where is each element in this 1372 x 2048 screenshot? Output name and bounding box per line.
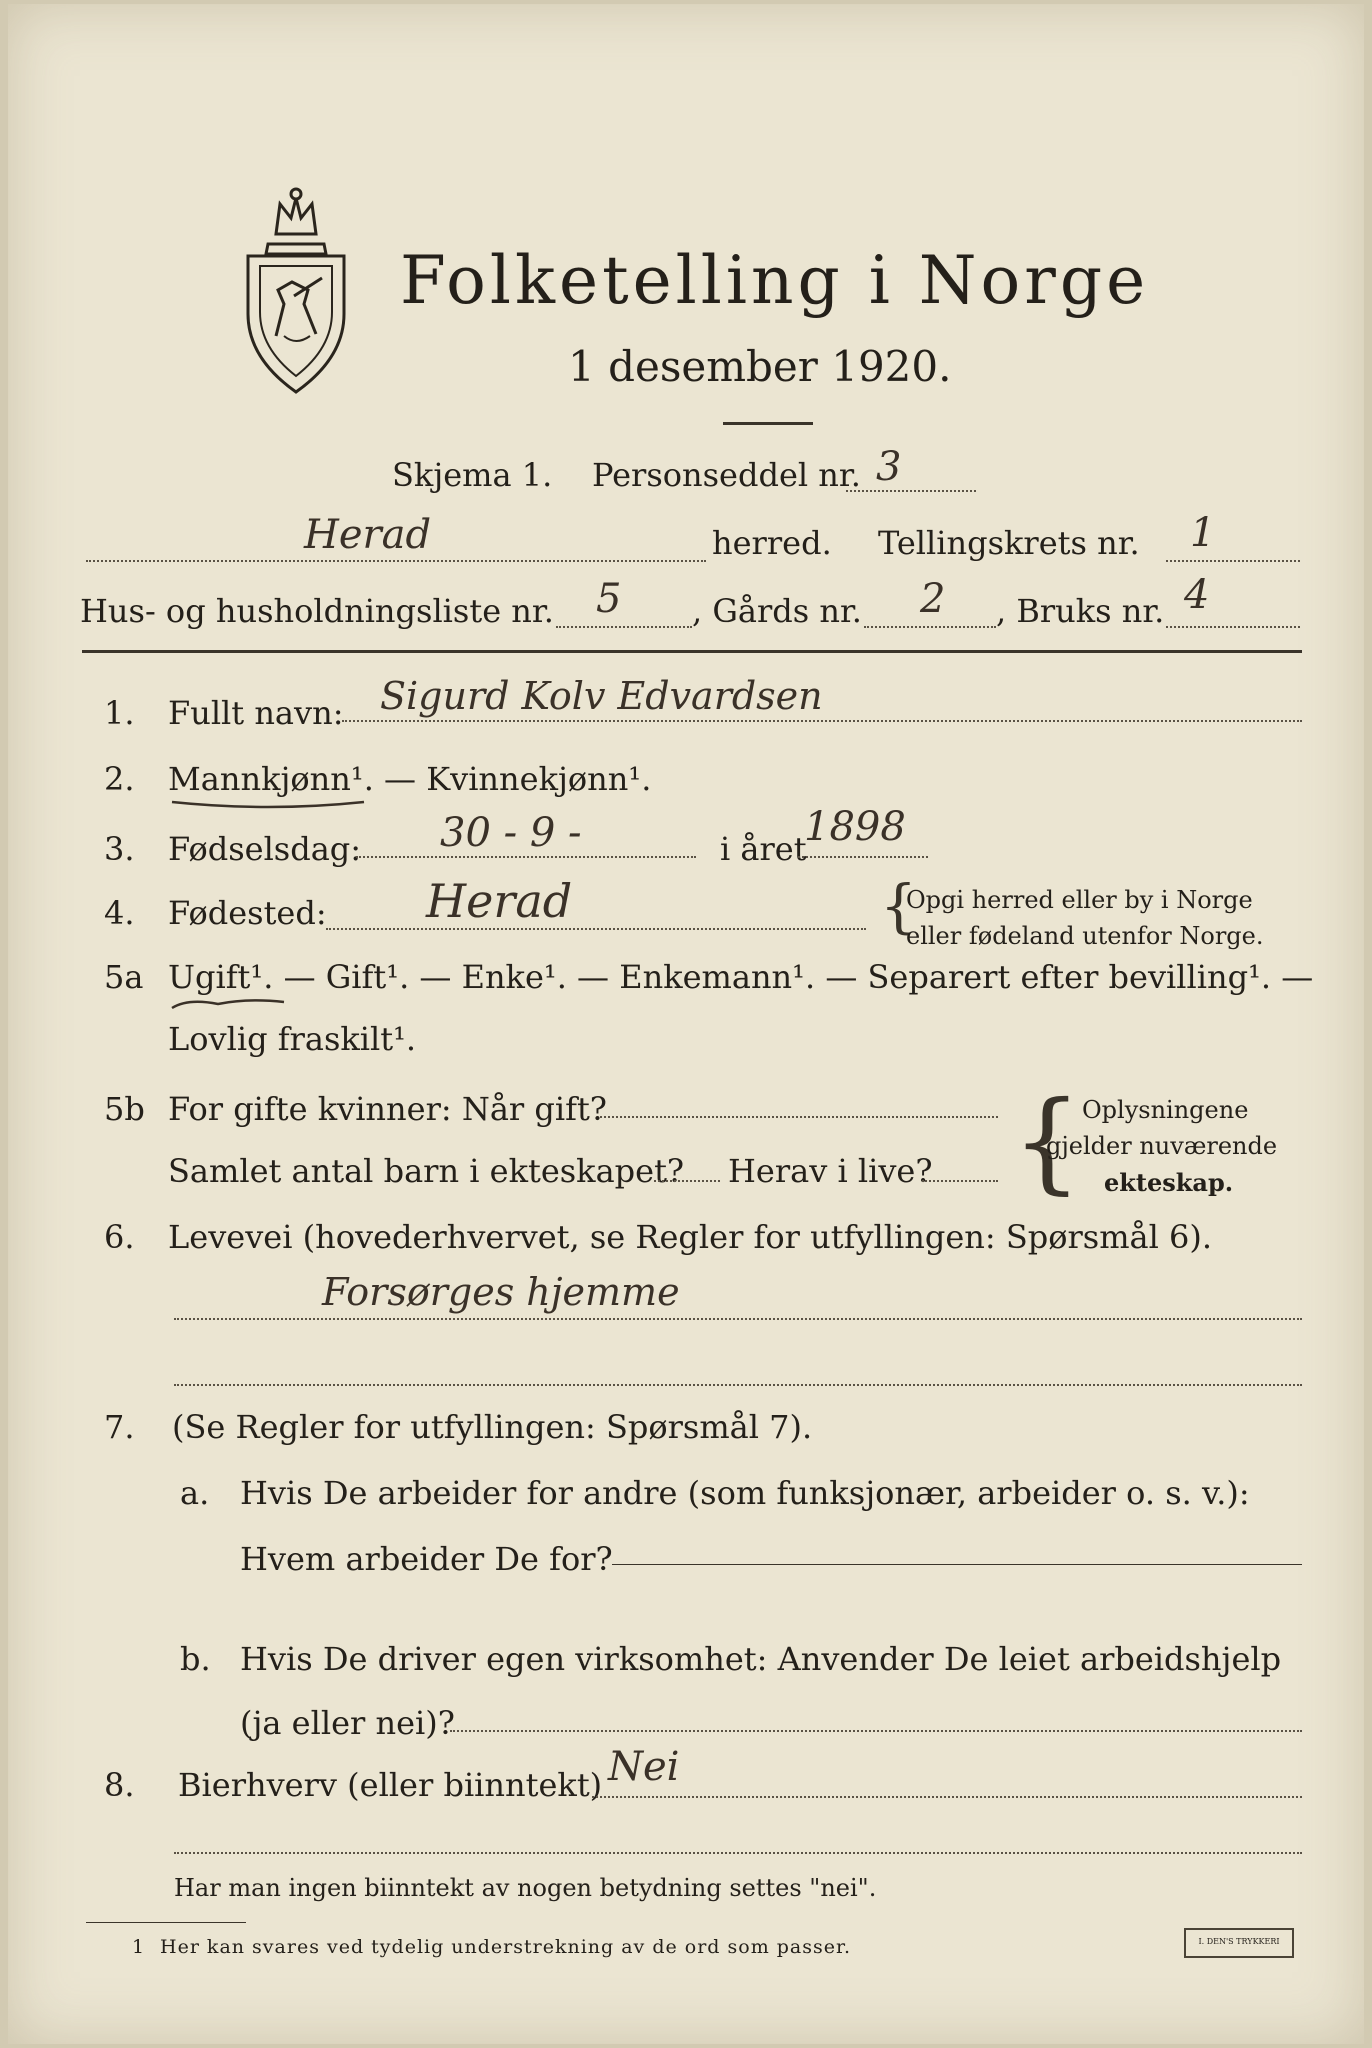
census-form — [8, 4, 1364, 2044]
tellingskrets-field[interactable] — [1166, 560, 1300, 562]
footnote-mark: 1 — [132, 1936, 146, 1958]
fullt-navn-field[interactable] — [342, 720, 1302, 722]
q5a-text-2: Lovlig fraskilt¹. — [168, 1020, 417, 1058]
herred-value: Herad — [304, 512, 432, 558]
title-divider — [723, 422, 813, 425]
husholdningsliste-field[interactable] — [556, 626, 692, 628]
bruks-label: , Bruks nr. — [996, 592, 1165, 630]
gards-value: 2 — [920, 576, 946, 622]
levevei-value: Forsørges hjemme — [322, 1270, 680, 1314]
q7a-letter: a. — [180, 1474, 210, 1512]
personseddel-label: Personseddel nr. — [592, 456, 861, 494]
nar-gift-field[interactable] — [600, 1116, 998, 1118]
q2-text: Mannkjønn¹. — Kvinnekjønn¹. — [168, 760, 652, 798]
q5b-line-2a: Samlet antal barn i ekteskapet? — [168, 1152, 685, 1190]
bierhverv-field-2[interactable] — [174, 1852, 1302, 1854]
q5a-text: Ugift¹. — Gift¹. — Enke¹. — Enkemann¹. — Separert efter bevilling¹. — — [168, 958, 1314, 996]
fullt-navn-value: Sigurd Kolv Edvardsen — [380, 674, 823, 718]
q7b-text: Hvis De driver egen virksomhet: Anvender De leiet arbeidshjelp — [240, 1640, 1282, 1678]
q1-label: Fullt navn: — [168, 694, 344, 732]
footnote-rule — [86, 1922, 246, 1923]
q5b-number: 5b — [104, 1090, 145, 1128]
bruks-field[interactable] — [1166, 626, 1300, 628]
q7a-text: Hvis De arbeider for andre (som funksjonær, arbeider o. s. v.): — [240, 1474, 1250, 1512]
tellingskrets-value: 1 — [1190, 510, 1216, 556]
q3-label: Fødselsdag: — [168, 830, 362, 868]
q8-number: 8. — [104, 1766, 135, 1804]
levevei-field[interactable] — [174, 1318, 1302, 1320]
fodselsdag-field[interactable] — [356, 856, 696, 858]
q5b-brace: { — [1012, 1077, 1082, 1205]
norwegian-coat-of-arms-icon — [236, 186, 356, 396]
q7b-letter: b. — [180, 1640, 211, 1678]
q5b-note-3: ekteskap. — [1104, 1168, 1234, 1197]
q5b-line-2b: Herav i live? — [728, 1152, 933, 1190]
ugift-underline — [168, 994, 288, 1020]
mannkjonn-underline — [168, 794, 368, 814]
q4-label: Fødested: — [168, 894, 327, 932]
q4-note-2: eller fødeland utenfor Norge. — [906, 922, 1264, 950]
q5a-number: 5a — [104, 958, 144, 996]
gards-field[interactable] — [864, 626, 996, 628]
census-date: 1 desember 1920. — [568, 342, 952, 391]
q1-number: 1. — [104, 694, 135, 732]
herav-i-live-field[interactable] — [922, 1180, 998, 1182]
q8-label: Bierhverv (eller biinntekt) — [178, 1766, 603, 1804]
levevei-field-2[interactable] — [174, 1384, 1302, 1386]
q3-year-label: i året — [720, 830, 807, 868]
bierhverv-value: Nei — [608, 1744, 680, 1790]
tellingskrets-label: Tellingskrets nr. — [878, 524, 1140, 562]
footer-note: Har man ingen biinntekt av nogen betydning settes "nei". — [174, 1874, 877, 1902]
q5b-line-1: For gifte kvinner: Når gift? — [168, 1090, 607, 1128]
fodested-value: Herad — [426, 874, 573, 928]
q3-number: 3. — [104, 830, 135, 868]
printer-stamp: I. DEN'S TRYKKERI — [1184, 1928, 1294, 1958]
gards-label: , Gårds nr. — [692, 592, 862, 630]
bierhverv-field[interactable] — [592, 1796, 1302, 1798]
husholdningsliste-value: 5 — [596, 576, 622, 622]
q4-note-1: Opgi herred eller by i Norge — [906, 886, 1253, 914]
q7-label: (Se Regler for utfyllingen: Spørsmål 7). — [172, 1408, 813, 1446]
arbeider-for-field[interactable] — [612, 1564, 1302, 1565]
q7b-text-2: (ja eller nei)? — [240, 1704, 455, 1742]
form-title: Folketelling i Norge — [400, 242, 1150, 319]
personseddel-value: 3 — [876, 444, 902, 490]
q5b-note-2: gjelder nuværende — [1046, 1132, 1278, 1160]
footnote: Her kan svares ved tydelig understrekning av de ord som passer. — [160, 1936, 852, 1958]
q2-number: 2. — [104, 760, 135, 798]
husholdningsliste-label: Hus- og husholdningsliste nr. — [80, 592, 554, 630]
personseddel-field[interactable] — [846, 490, 976, 492]
fodested-field[interactable] — [326, 928, 866, 930]
q4-number: 4. — [104, 894, 135, 932]
fodselsar-value: 1898 — [804, 804, 906, 850]
skjema-label: Skjema 1. — [392, 456, 553, 494]
header-separator — [82, 650, 1302, 653]
q6-number: 6. — [104, 1218, 135, 1256]
q6-label: Levevei (hovederhvervet, se Regler for utfyllingen: Spørsmål 6). — [168, 1218, 1213, 1256]
bruks-value: 4 — [1184, 572, 1210, 618]
antal-barn-field[interactable] — [654, 1180, 720, 1182]
q7a-text-2: Hvem arbeider De for? — [240, 1540, 613, 1578]
arbeidshjelp-field[interactable] — [450, 1730, 1302, 1732]
q7-number: 7. — [104, 1408, 135, 1446]
herred-field[interactable] — [86, 560, 706, 562]
fodselsdag-value: 30 - 9 - — [440, 810, 582, 856]
q4-brace: { — [880, 872, 917, 940]
herred-label: herred. — [712, 524, 832, 562]
q5b-note-1: Oplysningene — [1082, 1096, 1249, 1124]
fodselsar-field[interactable] — [798, 856, 928, 858]
